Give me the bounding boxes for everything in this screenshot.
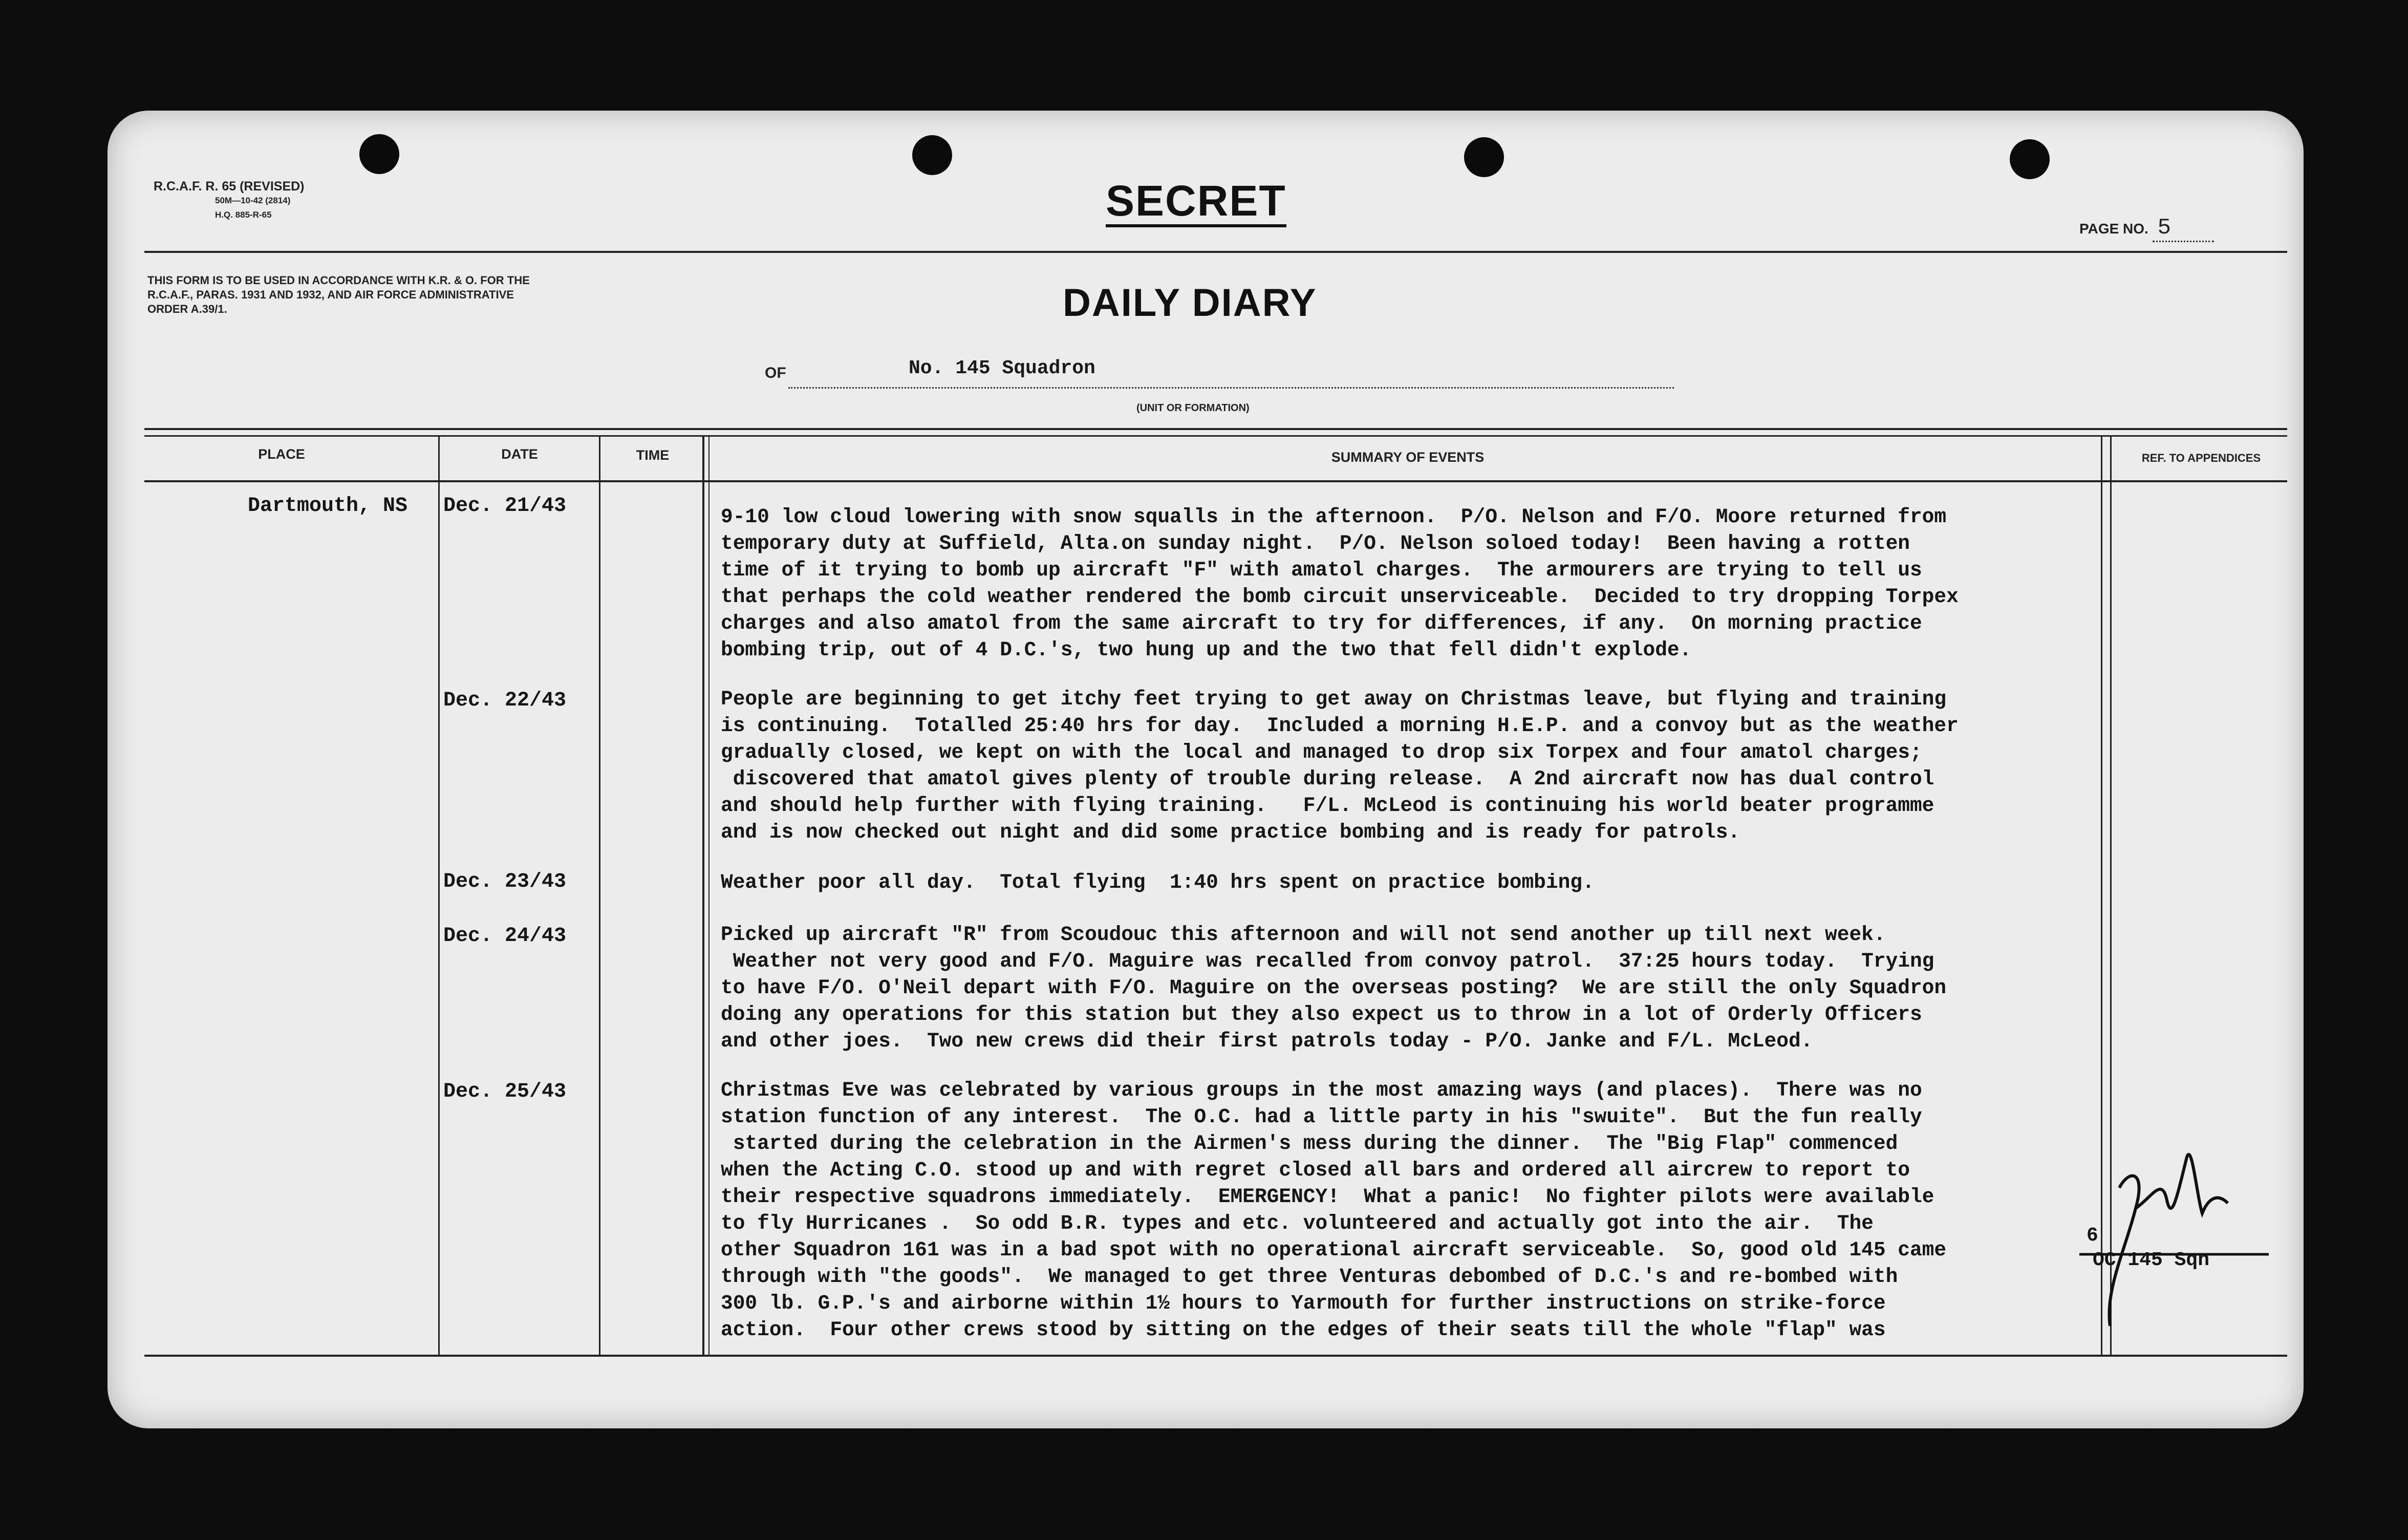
- form-title: DAILY DIARY: [1063, 281, 1317, 325]
- binder-hole: [912, 135, 952, 175]
- entry-date: Dec. 22/43: [443, 689, 567, 712]
- of-label: OF: [765, 365, 786, 381]
- ref-note: OC 145 Sqn: [2093, 1249, 2210, 1271]
- table-bottom-rule: [144, 1355, 2287, 1357]
- header-rule: [144, 251, 2287, 253]
- binder-hole: [2010, 139, 2050, 179]
- table-top-rule: [144, 428, 2287, 430]
- column-header-summary: SUMMARY OF EVENTS: [1331, 450, 1485, 465]
- entry-text: Picked up aircraft "R" from Scoudouc this afternoon and will not send another up till next week. Weather not very good and F/O. Maguire was recalled from convoy patrol. 37:25 hours today. Trying to have F/O. O'Neil depart with F/O. Maguire on the overseas posting? We are still the only Squadron doing any operations for this station but they also expect us to throw in a lot of Orderly Officers and other joes. Two new crews did their first patrols today - P/O. Janke and F/L. McLeod.: [721, 923, 1947, 1053]
- form-identifier: [154, 179, 305, 222]
- entry-text: 9-10 low cloud lowering with snow squalls in the afternoon. P/O. Nelson and F/O. Moore returned from temporary duty at Suffield, Alta.on sunday night. P/O. Nelson soloed today! Been having a rotten time of it trying to bomb up aircraft "F" with amatol charges. The armourers are trying to tell us that perhaps the cold weather rendered the bomb circuit unserviceable. Decided to try dropping Torpex charges and also amatol from the same aircraft to try for differences, if any. On morning practice bombing trip, out of 4 D.C.'s, two hung up and the two that fell didn't explode.: [721, 505, 1959, 661]
- unit-name: No. 145 Squadron: [909, 357, 1095, 379]
- binder-hole: [359, 134, 399, 174]
- form-id-line: H.Q. 885-R-65: [215, 210, 272, 220]
- table-top-rule: [144, 435, 2287, 437]
- page-number: [2079, 215, 2214, 242]
- form-id-line: R.C.A.F. R. 65 (REVISED): [154, 179, 305, 194]
- form-id-line: 50M—10-42 (2814): [215, 196, 291, 205]
- classification-stamp: SECRET: [1106, 177, 1286, 227]
- unit-underline: [788, 387, 1674, 389]
- column-header-date: DATE: [501, 446, 538, 462]
- page-number-label: PAGE NO.: [2079, 221, 2148, 237]
- signature-mark: [2074, 1137, 2269, 1331]
- form-instructions: THIS FORM IS TO BE USED IN ACCORDANCE WITH K.R. & O. FOR THE R.C.A.F., PARAS. 1931 AND 1932, AND AIR FORCE ADMINISTRATIVE ORDER A.39/1.: [147, 274, 530, 315]
- entry-text: Christmas Eve was celebrated by various groups in the most amazing ways (and places). There was no station function of any interest. The O.C. had a little party in his "swuite". But the fun really started during the celebration in the Airmen's mess during the dinner. The "Big Flap" commenced when the Acting C.O. stood up and with regret closed all bars and ordered all aircrew to report to their respective squadrons immediately. EMERGENCY! What a panic! No fighter pilots were available to fly Hurricanes . So odd B.R. types and etc. volunteered and actually got into the air. The other Squadron 161 was in a bad spot with no operational aircraft serviceable. So, good old 145 came through with "the goods". We managed to get three Venturas debombed of D.C.'s and re-bombed with 300 lb. G.P.'s and airborne within 1½ hours to Yarmouth for further instructions on strike-force action. Four other crews stood by sitting on the edges of their seats till the whole "flap" was: [721, 1079, 1947, 1341]
- column-header-rule: [144, 480, 2287, 482]
- column-header-ref: REF. TO APPENDICES: [2141, 452, 2261, 464]
- page-number-value: 5: [2153, 215, 2214, 242]
- column-header-time: TIME: [636, 447, 670, 463]
- unit-caption: (UNIT OR FORMATION): [1136, 402, 1250, 414]
- entry-date: Dec. 24/43: [443, 925, 567, 948]
- entry-text: Weather poor all day. Total flying 1:40 hrs spent on practice bombing.: [721, 871, 1595, 894]
- entry-date: Dec. 25/43: [443, 1080, 567, 1103]
- entry-date: Dec. 23/43: [443, 870, 567, 893]
- column-divider: [438, 435, 440, 1355]
- ref-prefix: 6: [2087, 1225, 2098, 1247]
- column-divider: [599, 435, 600, 1355]
- binder-hole: [1464, 137, 1504, 177]
- place-value: Dartmouth, NS: [248, 495, 408, 518]
- entry-date: Dec. 21/43: [443, 495, 567, 518]
- column-divider: [702, 435, 704, 1355]
- entry-text: People are beginning to get itchy feet trying to get away on Christmas leave, but flying and training is continuing. Totalled 25:40 hrs for day. Included a morning H.E.P. and a convoy but as the weather gradually closed, we kept on with the local and managed to drop six Torpex and four amatol charges; discovered that amatol gives plenty of trouble during release. A 2nd aircraft now has dual control and should help further with flying training. F/L. McLeod is continuing his world beater programme and is now checked out night and did some practice bombing and is ready for patrols.: [721, 688, 1959, 844]
- column-divider: [708, 435, 709, 1355]
- column-header-place: PLACE: [258, 446, 305, 462]
